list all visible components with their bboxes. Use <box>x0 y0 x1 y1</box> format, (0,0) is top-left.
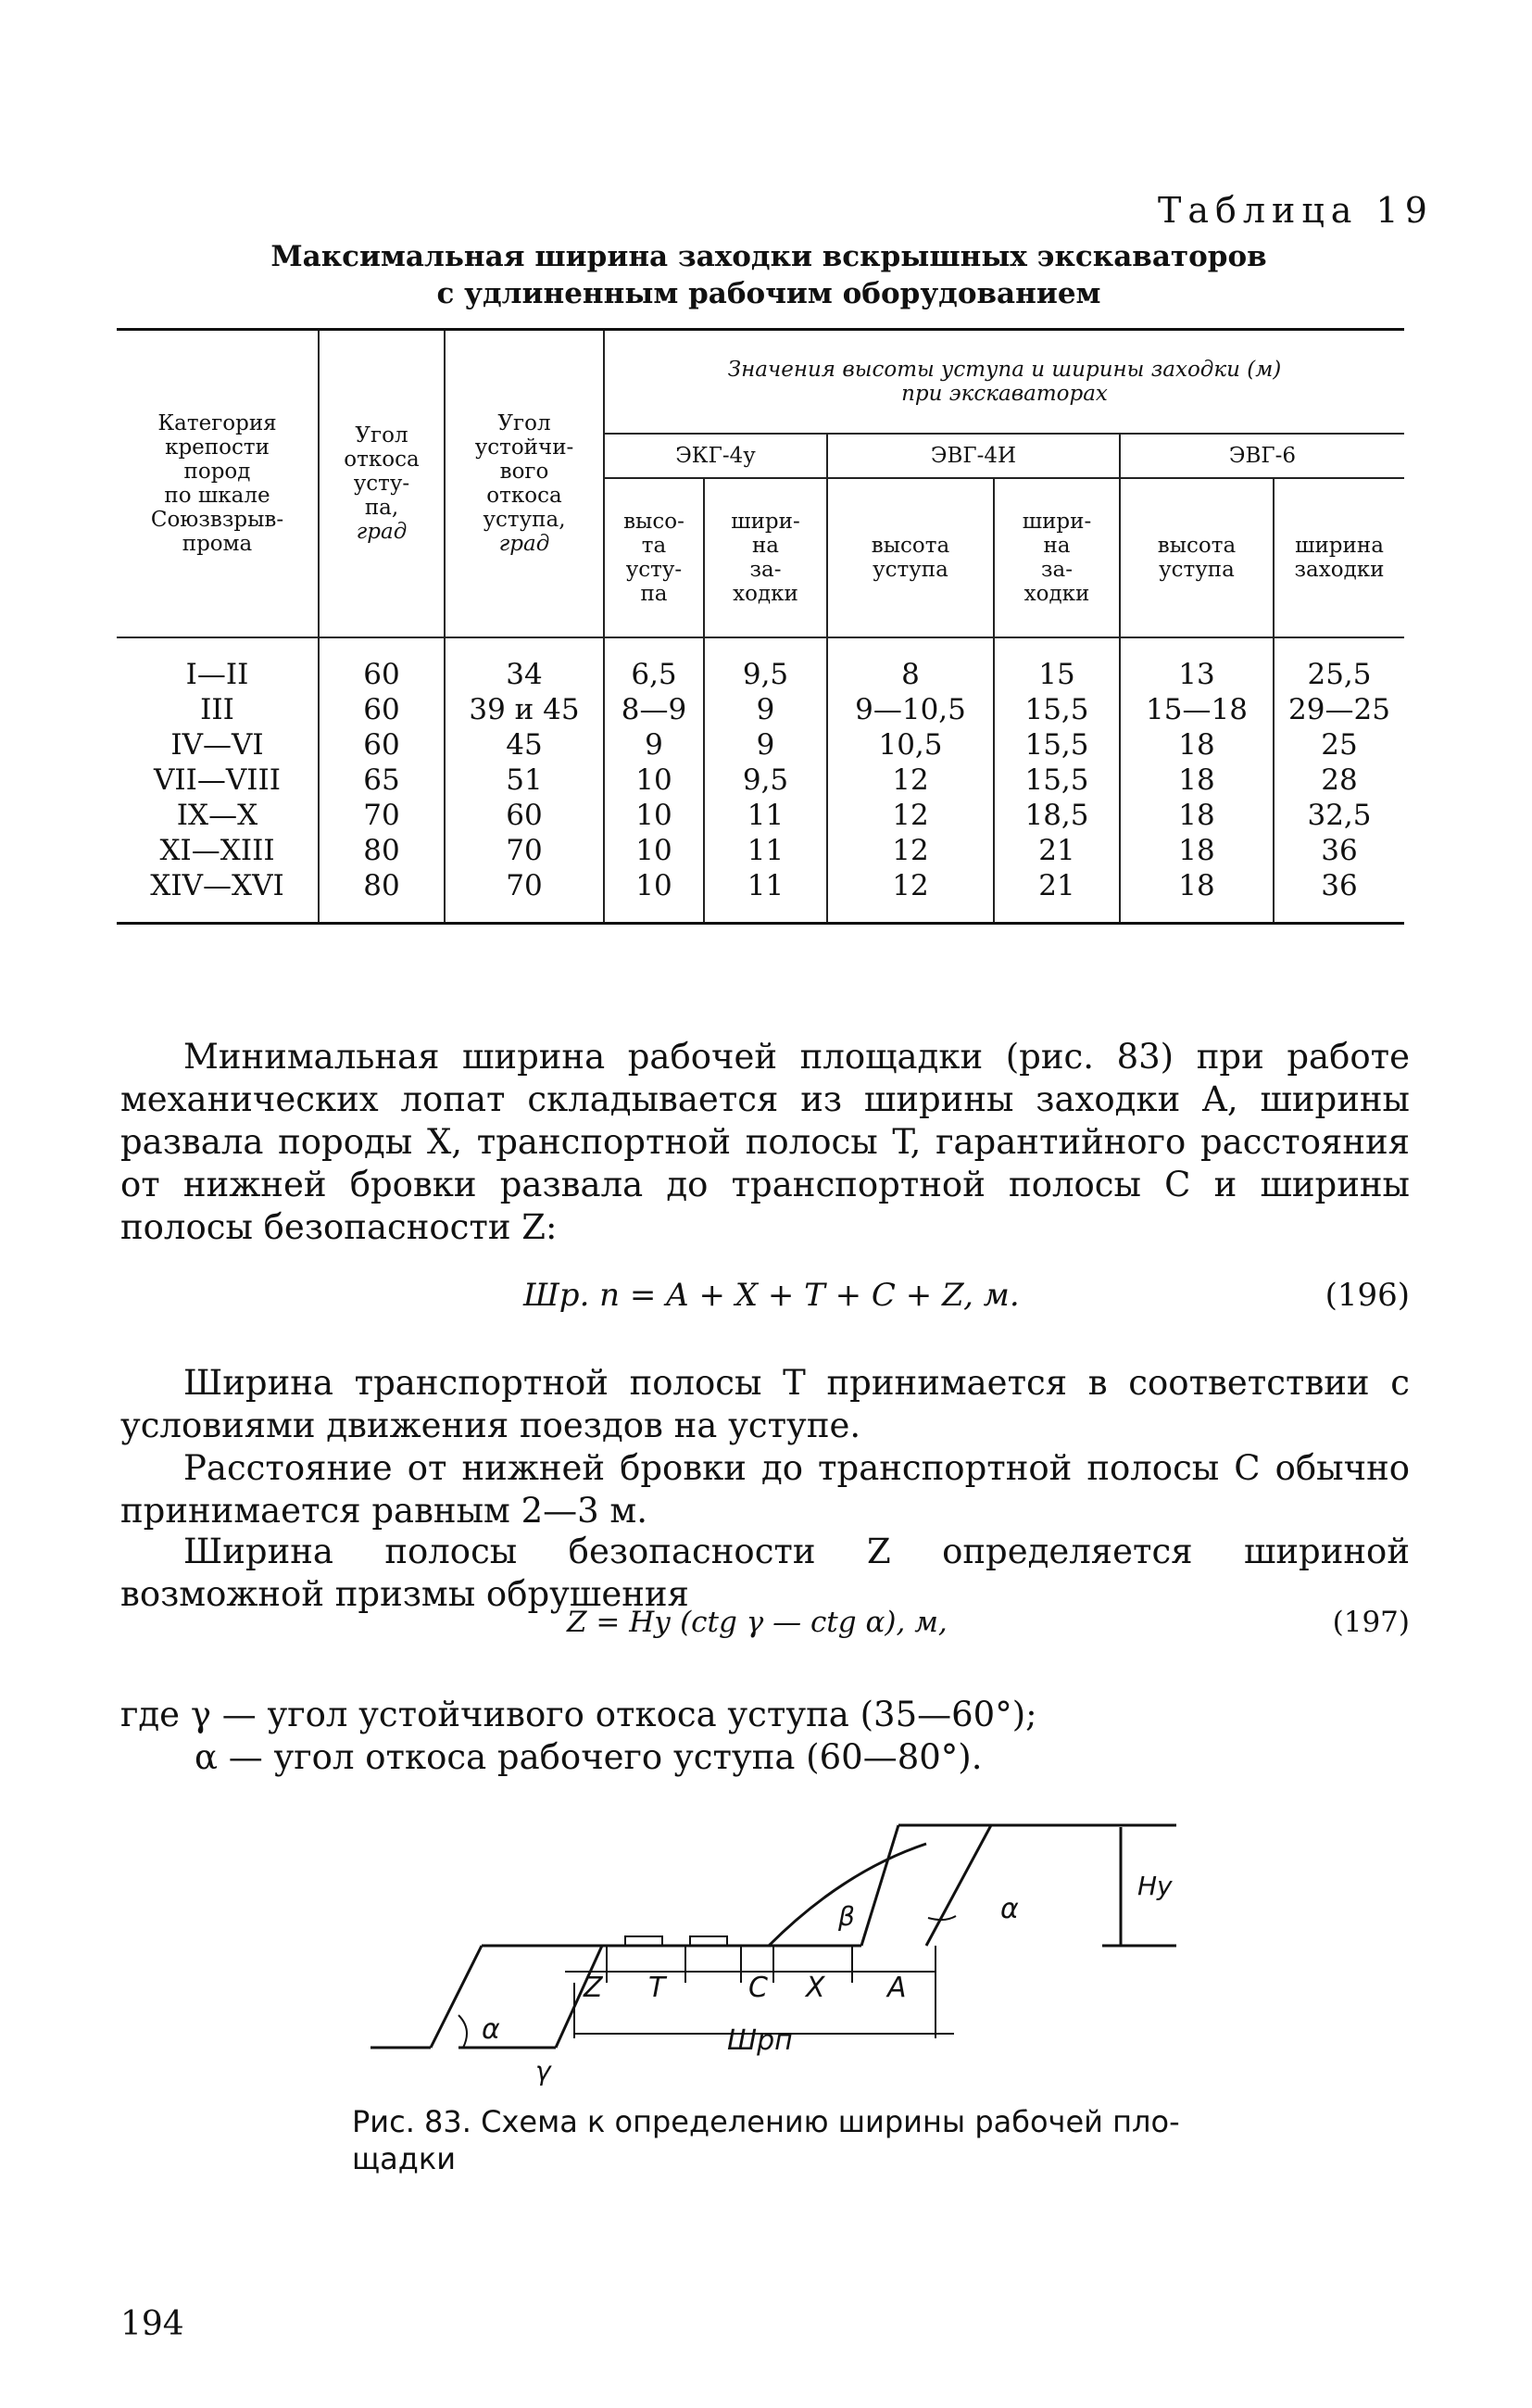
header-evg4-height: высота уступа <box>827 478 994 637</box>
header-category: Категория крепости пород по шкале Союзвзрыв- прома <box>117 330 319 637</box>
table-cell: 25,5 <box>1307 657 1372 691</box>
label-Hy: Hу <box>1137 1871 1173 1901</box>
where-line-2: α — угол откоса рабочего уступа (60—80°). <box>195 1737 983 1777</box>
table-cell: IV—VI <box>170 727 264 762</box>
table-cell: 9—10,5 <box>855 692 966 726</box>
table-cell: 65 <box>363 763 400 797</box>
table-cell: 10 <box>635 868 672 902</box>
table-cell: 10 <box>635 798 672 832</box>
table-cell: 18 <box>1178 833 1215 867</box>
table-cell: 18,5 <box>1024 798 1089 832</box>
table-cell: 18 <box>1178 763 1215 797</box>
table-cell: 36 <box>1321 833 1358 867</box>
column-ekg-width <box>704 637 827 924</box>
page-number: 194 <box>120 2305 184 2343</box>
column-slope-angle <box>319 637 445 924</box>
table-cell: 32,5 <box>1307 798 1372 832</box>
table-cell: 8—9 <box>621 692 687 726</box>
label-X: X <box>806 1972 825 2004</box>
table-cell: 25 <box>1321 727 1358 762</box>
label-alpha-upper: α <box>1000 1893 1019 1925</box>
table-cell: 70 <box>363 798 400 832</box>
figure-caption-line1: Рис. 83. Схема к определению ширины рабочей пло- <box>352 2104 1180 2139</box>
table-cell: I—II <box>185 657 249 691</box>
header-evg4-width: шири- на за- ходки <box>994 478 1120 637</box>
table-cell: 12 <box>892 833 929 867</box>
table-cell: 21 <box>1038 833 1075 867</box>
table-cell: 60 <box>506 798 543 832</box>
table-cell: 60 <box>363 727 400 762</box>
paragraph-4: Ширина полосы безопасности Z определяется шириной возможной призмы обрушения <box>120 1532 1410 1614</box>
table-cell: 51 <box>506 763 543 797</box>
header-ekg-height: высо- та усту- па <box>604 478 704 637</box>
table-cell: 12 <box>892 798 929 832</box>
table-cell: 11 <box>747 798 785 832</box>
table-cell: 39 и 45 <box>469 692 580 726</box>
excavator-table <box>117 328 1404 925</box>
paragraph-1: Минимальная ширина рабочей площадки (рис. 83) при работе механических лопат складывается из ширины заходки A, ширины развала породы X, транспортной полосы T, гарантийного расстояния от нижней бровки развала до транспортной полосы C и ширины полосы безопасности Z: <box>120 1037 1410 1247</box>
column-stable-angle <box>445 637 604 924</box>
label-C: C <box>748 1972 768 2004</box>
table-cell: 28 <box>1321 763 1358 797</box>
table-cell: 11 <box>747 868 785 902</box>
paragraph-3: Расстояние от нижней бровки до транспортной полосы C обычно принимается равным 2—3 м. <box>120 1448 1410 1531</box>
table-cell: 70 <box>506 868 543 902</box>
column-evg4-height <box>827 637 994 924</box>
table-cell: 13 <box>1178 657 1215 691</box>
table-cell: 18 <box>1178 727 1215 762</box>
table-title-line2: с удлиненным рабочим оборудованием <box>436 277 1101 310</box>
header-ekg-4u: ЭКГ-4у <box>604 434 827 478</box>
label-Z: Z <box>584 1972 603 2004</box>
table-cell: 15,5 <box>1024 727 1089 762</box>
formula-197: Z = Hу (ctg γ — ctg α), м, <box>567 1606 948 1639</box>
table-cell: 9 <box>645 727 663 762</box>
header-ekg-width: шири- на за- ходки <box>704 478 827 637</box>
label-A: A <box>887 1972 907 2004</box>
header-evg-4i: ЭВГ-4И <box>827 434 1120 478</box>
table-cell: 36 <box>1321 868 1358 902</box>
table-cell: 80 <box>363 868 400 902</box>
table-cell: 12 <box>892 763 929 797</box>
table-cell: 11 <box>747 833 785 867</box>
table-cell: 9 <box>756 727 775 762</box>
column-ekg-height <box>604 637 704 924</box>
table-title-line1: Максимальная ширина заходки вскрышных экскаваторов <box>270 240 1267 273</box>
column-category <box>117 637 319 924</box>
table-cell: 12 <box>892 868 929 902</box>
label-gamma: γ <box>535 2056 551 2087</box>
table-cell: 8 <box>901 657 920 691</box>
column-evg6-width <box>1274 637 1404 924</box>
table-cell: 29—25 <box>1288 692 1390 726</box>
label-beta: β <box>838 1901 855 1932</box>
table-cell: 21 <box>1038 868 1075 902</box>
header-evg-6: ЭВГ-6 <box>1120 434 1404 478</box>
table-cell: 10 <box>635 833 672 867</box>
table-cell: 9,5 <box>742 763 789 797</box>
paragraph-2: Ширина транспортной полосы T принимается в соответствии с условиями движения поездов на уступе. <box>120 1363 1410 1445</box>
table-cell: 10,5 <box>878 727 943 762</box>
table-cell: 9,5 <box>742 657 789 691</box>
table-cell: 60 <box>363 657 400 691</box>
table-cell: 18 <box>1178 868 1215 902</box>
table-cell: VII—VIII <box>153 763 281 797</box>
table-cell: XIV—XVI <box>150 868 284 902</box>
table-cell: 45 <box>506 727 543 762</box>
table-cell: 18 <box>1178 798 1215 832</box>
table-cell: 15—18 <box>1146 692 1248 726</box>
table-cell: 34 <box>506 657 543 691</box>
equation-number-196: (196) <box>1325 1277 1410 1314</box>
table-cell: 15,5 <box>1024 692 1089 726</box>
table-cell: 10 <box>635 763 672 797</box>
label-alpha-lower: α <box>482 2013 500 2046</box>
equation-number-197: (197) <box>1332 1606 1410 1639</box>
figure-83-diagram <box>361 1807 1195 2094</box>
header-evg6-width: ширина заходки <box>1274 478 1404 637</box>
table-cell: 60 <box>363 692 400 726</box>
header-stable-angle: Угол устойчи- вого откоса уступа, град <box>445 330 604 637</box>
where-line-1: где γ — угол устойчивого откоса уступа (35—60°); <box>120 1695 1037 1734</box>
figure-caption-line2: щадки <box>352 2141 456 2176</box>
table-cell: IX—X <box>176 798 258 832</box>
formula-196: Шр. п = A + X + T + C + Z, м. <box>523 1277 1020 1314</box>
label-Shrp: Шрп <box>727 2024 793 2057</box>
table-cell: 70 <box>506 833 543 867</box>
table-cell: 80 <box>363 833 400 867</box>
table-cell: 15 <box>1038 657 1075 691</box>
table-cell: XI—XIII <box>159 833 275 867</box>
label-T: T <box>648 1972 666 2004</box>
table-label: Таблица 19 <box>1158 190 1434 231</box>
table-cell: 15,5 <box>1024 763 1089 797</box>
table-cell: 6,5 <box>631 657 677 691</box>
column-evg4-width <box>994 637 1120 924</box>
header-evg6-height: высота уступа <box>1120 478 1274 637</box>
column-evg6-height <box>1120 637 1274 924</box>
header-values-group: Значения высоты уступа и ширины заходки (м) при экскаваторах <box>604 330 1404 434</box>
table-cell: III <box>200 692 234 726</box>
table-cell: 9 <box>756 692 775 726</box>
header-slope-angle: Угол откоса усту- па, град <box>319 330 445 637</box>
